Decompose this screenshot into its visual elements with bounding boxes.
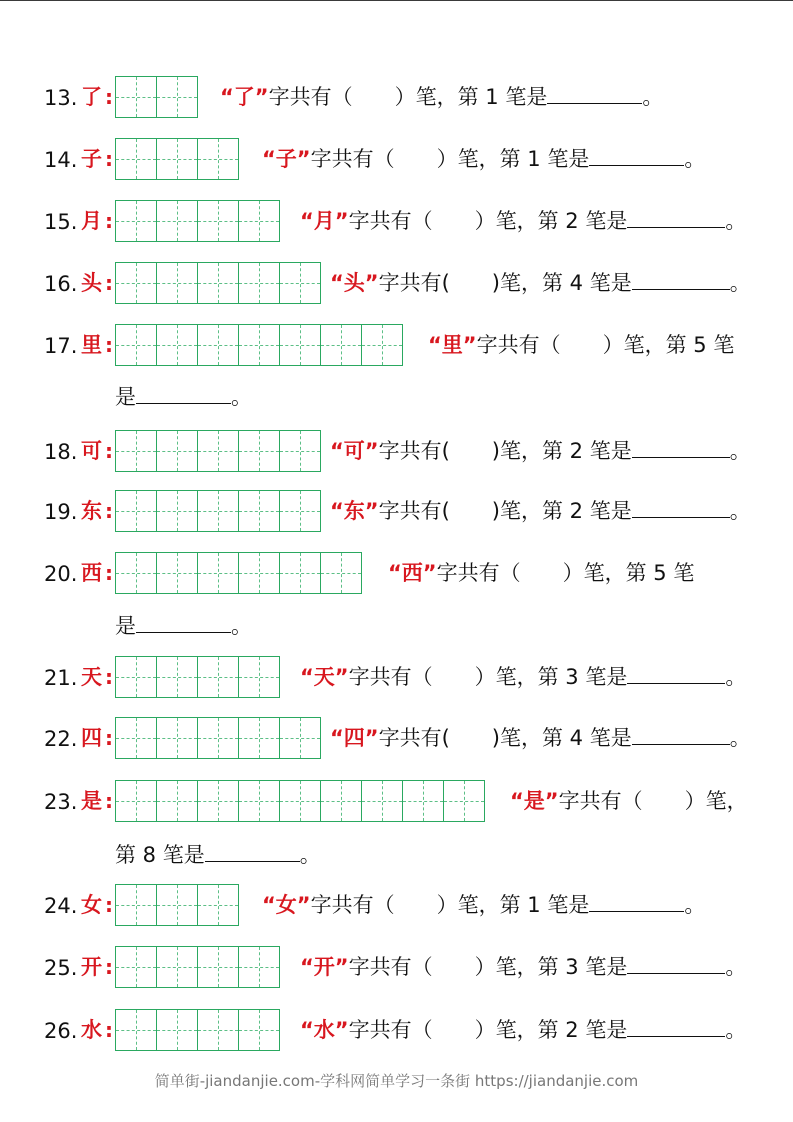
answer-blank[interactable] bbox=[627, 226, 725, 228]
grid-cell[interactable] bbox=[157, 781, 198, 821]
sentence-end: 。 bbox=[729, 499, 751, 523]
colon: : bbox=[105, 209, 113, 233]
quoted-character: “头” bbox=[330, 271, 379, 295]
grid-cell[interactable] bbox=[116, 77, 157, 117]
grid-cell[interactable] bbox=[321, 325, 362, 365]
question-text: 字共有（ ）笔，第 5 笔 bbox=[436, 561, 695, 585]
sentence-end: 。 bbox=[684, 893, 706, 917]
question-sentence bbox=[300, 665, 746, 689]
grid-cell[interactable] bbox=[198, 1010, 239, 1050]
answer-blank[interactable] bbox=[632, 288, 730, 290]
colon: : bbox=[105, 439, 113, 463]
writing-grid[interactable] bbox=[115, 552, 362, 594]
grid-cell[interactable] bbox=[362, 781, 403, 821]
exercise-row bbox=[0, 552, 793, 596]
quoted-character: “水” bbox=[300, 1018, 349, 1042]
question-sentence bbox=[300, 1018, 746, 1042]
exercise-row bbox=[0, 138, 793, 182]
exercise-row bbox=[0, 884, 793, 928]
quoted-character: “月” bbox=[300, 209, 349, 233]
question-sentence bbox=[388, 561, 694, 585]
answer-blank[interactable] bbox=[632, 516, 730, 518]
grid-cell[interactable] bbox=[116, 139, 157, 179]
grid-cell[interactable] bbox=[198, 491, 239, 531]
quoted-character: “天” bbox=[300, 665, 349, 689]
grid-cell[interactable] bbox=[116, 201, 157, 241]
target-character: 水 bbox=[81, 1018, 102, 1042]
grid-cell[interactable] bbox=[198, 139, 239, 179]
grid-cell[interactable] bbox=[280, 491, 321, 531]
grid-cell[interactable] bbox=[198, 263, 239, 303]
target-character: 开 bbox=[81, 955, 102, 979]
colon: : bbox=[105, 893, 113, 917]
question-text: 字共有（ ）笔，第 2 笔是 bbox=[348, 1018, 628, 1042]
grid-cell[interactable] bbox=[157, 491, 198, 531]
target-character: 月 bbox=[81, 209, 102, 233]
question-text: 字共有( )笔，第 4 笔是 bbox=[378, 271, 632, 295]
writing-grid[interactable] bbox=[115, 138, 239, 180]
colon: : bbox=[105, 1018, 113, 1042]
quoted-character: “里” bbox=[428, 333, 477, 357]
exercise-row bbox=[0, 780, 793, 824]
grid-cell[interactable] bbox=[239, 431, 280, 471]
grid-cell[interactable] bbox=[116, 947, 157, 987]
answer-blank[interactable] bbox=[589, 910, 684, 912]
target-character: 头 bbox=[81, 271, 102, 295]
question-sentence bbox=[330, 271, 751, 295]
grid-cell[interactable] bbox=[116, 657, 157, 697]
answer-blank[interactable] bbox=[136, 631, 231, 633]
question-text: 字共有（ ）笔，第 3 笔是 bbox=[348, 665, 628, 689]
question-text: 字共有( )笔，第 2 笔是 bbox=[378, 439, 632, 463]
question-sentence bbox=[300, 209, 746, 233]
sentence-end: 。 bbox=[729, 726, 751, 750]
writing-grid[interactable] bbox=[115, 717, 321, 759]
quoted-character: “西” bbox=[388, 561, 437, 585]
grid-cell[interactable] bbox=[157, 657, 198, 697]
question-sentence bbox=[262, 147, 705, 171]
colon: : bbox=[105, 726, 113, 750]
grid-cell[interactable] bbox=[198, 885, 239, 925]
target-character: 东 bbox=[81, 499, 102, 523]
exercise-row bbox=[0, 200, 793, 244]
item-number: 16. bbox=[44, 272, 78, 296]
grid-cell[interactable] bbox=[116, 1010, 157, 1050]
grid-cell[interactable] bbox=[239, 325, 280, 365]
colon: : bbox=[105, 333, 113, 357]
grid-cell[interactable] bbox=[280, 718, 321, 758]
sentence-end: 。 bbox=[642, 85, 664, 109]
colon: : bbox=[105, 789, 113, 813]
item-number: 21. bbox=[44, 666, 78, 690]
item-number: 20. bbox=[44, 562, 78, 586]
quoted-character: “东” bbox=[330, 499, 379, 523]
item-number: 23. bbox=[44, 790, 78, 814]
answer-blank[interactable] bbox=[205, 860, 300, 862]
target-character: 子 bbox=[81, 147, 102, 171]
grid-cell[interactable] bbox=[321, 781, 362, 821]
grid-cell[interactable] bbox=[198, 718, 239, 758]
answer-blank[interactable] bbox=[632, 743, 730, 745]
exercise-row bbox=[0, 1009, 793, 1053]
grid-cell[interactable] bbox=[157, 139, 198, 179]
question-continuation bbox=[115, 843, 321, 867]
target-character: 四 bbox=[81, 726, 102, 750]
sentence-end: 。 bbox=[729, 271, 751, 295]
sentence-end: 。 bbox=[231, 385, 252, 409]
writing-grid[interactable] bbox=[115, 200, 280, 242]
grid-cell[interactable] bbox=[239, 491, 280, 531]
target-character: 是 bbox=[81, 789, 102, 813]
exercise-row bbox=[0, 324, 793, 368]
writing-grid[interactable] bbox=[115, 76, 198, 118]
grid-cell[interactable] bbox=[280, 781, 321, 821]
grid-cell[interactable] bbox=[239, 781, 280, 821]
grid-cell[interactable] bbox=[280, 553, 321, 593]
grid-cell[interactable] bbox=[198, 201, 239, 241]
continuation-text: 是 bbox=[115, 385, 136, 409]
grid-cell[interactable] bbox=[157, 718, 198, 758]
item-number: 19. bbox=[44, 500, 78, 524]
answer-blank[interactable] bbox=[547, 102, 642, 104]
answer-blank[interactable] bbox=[632, 456, 730, 458]
grid-cell[interactable] bbox=[157, 947, 198, 987]
grid-cell[interactable] bbox=[239, 1010, 280, 1050]
writing-grid[interactable] bbox=[115, 656, 280, 698]
grid-cell[interactable] bbox=[157, 1010, 198, 1050]
writing-grid[interactable] bbox=[115, 884, 239, 926]
grid-cell[interactable] bbox=[116, 553, 157, 593]
sentence-end: 。 bbox=[725, 955, 747, 979]
colon: : bbox=[105, 561, 113, 585]
item-number: 25. bbox=[44, 956, 78, 980]
target-character: 里 bbox=[81, 333, 102, 357]
grid-cell[interactable] bbox=[198, 781, 239, 821]
grid-cell[interactable] bbox=[116, 718, 157, 758]
quoted-character: “可” bbox=[330, 439, 379, 463]
sentence-end: 。 bbox=[299, 843, 321, 867]
grid-cell[interactable] bbox=[157, 431, 198, 471]
sentence-end: 。 bbox=[684, 147, 706, 171]
answer-blank[interactable] bbox=[627, 1035, 725, 1037]
question-text: 字共有（ ）笔，第 3 笔是 bbox=[348, 955, 628, 979]
exercise-row bbox=[0, 490, 793, 534]
quoted-character: “是” bbox=[510, 789, 559, 813]
colon: : bbox=[105, 271, 113, 295]
page-footer: 简单街-jiandanjie.com-学科网简单学习一条街 https://jiandanjie.com bbox=[154, 1072, 639, 1090]
exercise-row bbox=[0, 262, 793, 306]
sentence-end: 。 bbox=[725, 209, 747, 233]
writing-grid[interactable] bbox=[115, 946, 280, 988]
grid-cell[interactable] bbox=[280, 325, 321, 365]
grid-cell[interactable] bbox=[157, 325, 198, 365]
answer-blank[interactable] bbox=[627, 972, 725, 974]
grid-cell[interactable] bbox=[198, 431, 239, 471]
grid-cell[interactable] bbox=[239, 201, 280, 241]
question-text: 字共有（ ）笔， bbox=[558, 789, 748, 813]
target-character: 了 bbox=[81, 85, 102, 109]
top-border-line bbox=[0, 0, 793, 1]
writing-grid[interactable] bbox=[115, 262, 321, 304]
colon: : bbox=[105, 499, 113, 523]
question-sentence bbox=[330, 726, 751, 750]
item-number: 22. bbox=[44, 727, 78, 751]
grid-cell[interactable] bbox=[239, 718, 280, 758]
writing-grid[interactable] bbox=[115, 490, 321, 532]
exercise-row bbox=[0, 717, 793, 761]
question-text: 字共有（ ）笔，第 5 笔 bbox=[476, 333, 735, 357]
grid-cell[interactable] bbox=[116, 325, 157, 365]
grid-cell[interactable] bbox=[198, 553, 239, 593]
writing-grid[interactable] bbox=[115, 1009, 280, 1051]
question-text: 字共有（ ）笔，第 2 笔是 bbox=[348, 209, 628, 233]
item-number: 26. bbox=[44, 1019, 78, 1043]
grid-cell[interactable] bbox=[362, 325, 403, 365]
question-sentence bbox=[428, 333, 734, 357]
question-continuation bbox=[115, 614, 252, 638]
grid-cell[interactable] bbox=[321, 553, 362, 593]
writing-grid[interactable] bbox=[115, 780, 485, 822]
quoted-character: “了” bbox=[220, 85, 269, 109]
grid-cell[interactable] bbox=[116, 431, 157, 471]
exercise-row bbox=[0, 430, 793, 474]
continuation-text: 是 bbox=[115, 614, 136, 638]
grid-cell[interactable] bbox=[239, 553, 280, 593]
colon: : bbox=[105, 147, 113, 171]
grid-cell[interactable] bbox=[198, 325, 239, 365]
grid-cell[interactable] bbox=[157, 885, 198, 925]
question-sentence bbox=[220, 85, 663, 109]
sentence-end: 。 bbox=[725, 665, 747, 689]
answer-blank[interactable] bbox=[136, 402, 231, 404]
sentence-end: 。 bbox=[231, 614, 252, 638]
question-sentence bbox=[330, 499, 751, 523]
target-character: 女 bbox=[81, 893, 102, 917]
target-character: 可 bbox=[81, 439, 102, 463]
exercise-row bbox=[0, 946, 793, 990]
target-character: 西 bbox=[81, 561, 102, 585]
grid-cell[interactable] bbox=[157, 77, 198, 117]
writing-grid[interactable] bbox=[115, 324, 403, 366]
grid-cell[interactable] bbox=[198, 657, 239, 697]
quoted-character: “四” bbox=[330, 726, 379, 750]
sentence-end: 。 bbox=[725, 1018, 747, 1042]
question-text: 字共有（ ）笔，第 1 笔是 bbox=[310, 893, 590, 917]
quoted-character: “女” bbox=[262, 893, 311, 917]
grid-cell[interactable] bbox=[157, 201, 198, 241]
answer-blank[interactable] bbox=[627, 682, 725, 684]
quoted-character: “子” bbox=[262, 147, 311, 171]
answer-blank[interactable] bbox=[589, 164, 684, 166]
sentence-end: 。 bbox=[729, 439, 751, 463]
grid-cell[interactable] bbox=[239, 657, 280, 697]
grid-cell[interactable] bbox=[280, 263, 321, 303]
grid-cell[interactable] bbox=[444, 781, 485, 821]
question-text: 字共有（ ）笔，第 1 笔是 bbox=[268, 85, 548, 109]
quoted-character: “开” bbox=[300, 955, 349, 979]
grid-cell[interactable] bbox=[239, 947, 280, 987]
target-character: 天 bbox=[81, 665, 102, 689]
item-number: 18. bbox=[44, 440, 78, 464]
question-continuation bbox=[115, 385, 252, 409]
exercise-row bbox=[0, 656, 793, 700]
item-number: 13. bbox=[44, 86, 78, 110]
colon: : bbox=[105, 85, 113, 109]
grid-cell[interactable] bbox=[157, 263, 198, 303]
grid-cell[interactable] bbox=[116, 885, 157, 925]
exercise-row bbox=[0, 76, 793, 120]
item-number: 24. bbox=[44, 894, 78, 918]
colon: : bbox=[105, 665, 113, 689]
question-sentence bbox=[510, 789, 748, 813]
question-sentence bbox=[300, 955, 746, 979]
grid-cell[interactable] bbox=[116, 263, 157, 303]
item-number: 15. bbox=[44, 210, 78, 234]
grid-cell[interactable] bbox=[280, 431, 321, 471]
question-sentence bbox=[262, 893, 705, 917]
question-sentence bbox=[330, 439, 751, 463]
question-text: 字共有( )笔，第 2 笔是 bbox=[378, 499, 632, 523]
grid-cell[interactable] bbox=[239, 263, 280, 303]
grid-cell[interactable] bbox=[198, 947, 239, 987]
grid-cell[interactable] bbox=[116, 491, 157, 531]
item-number: 17. bbox=[44, 334, 78, 358]
colon: : bbox=[105, 955, 113, 979]
continuation-text: 第 8 笔是 bbox=[115, 843, 205, 867]
question-text: 字共有( )笔，第 4 笔是 bbox=[378, 726, 632, 750]
grid-cell[interactable] bbox=[403, 781, 444, 821]
grid-cell[interactable] bbox=[157, 553, 198, 593]
writing-grid[interactable] bbox=[115, 430, 321, 472]
grid-cell[interactable] bbox=[116, 781, 157, 821]
question-text: 字共有（ ）笔，第 1 笔是 bbox=[310, 147, 590, 171]
item-number: 14. bbox=[44, 148, 78, 172]
